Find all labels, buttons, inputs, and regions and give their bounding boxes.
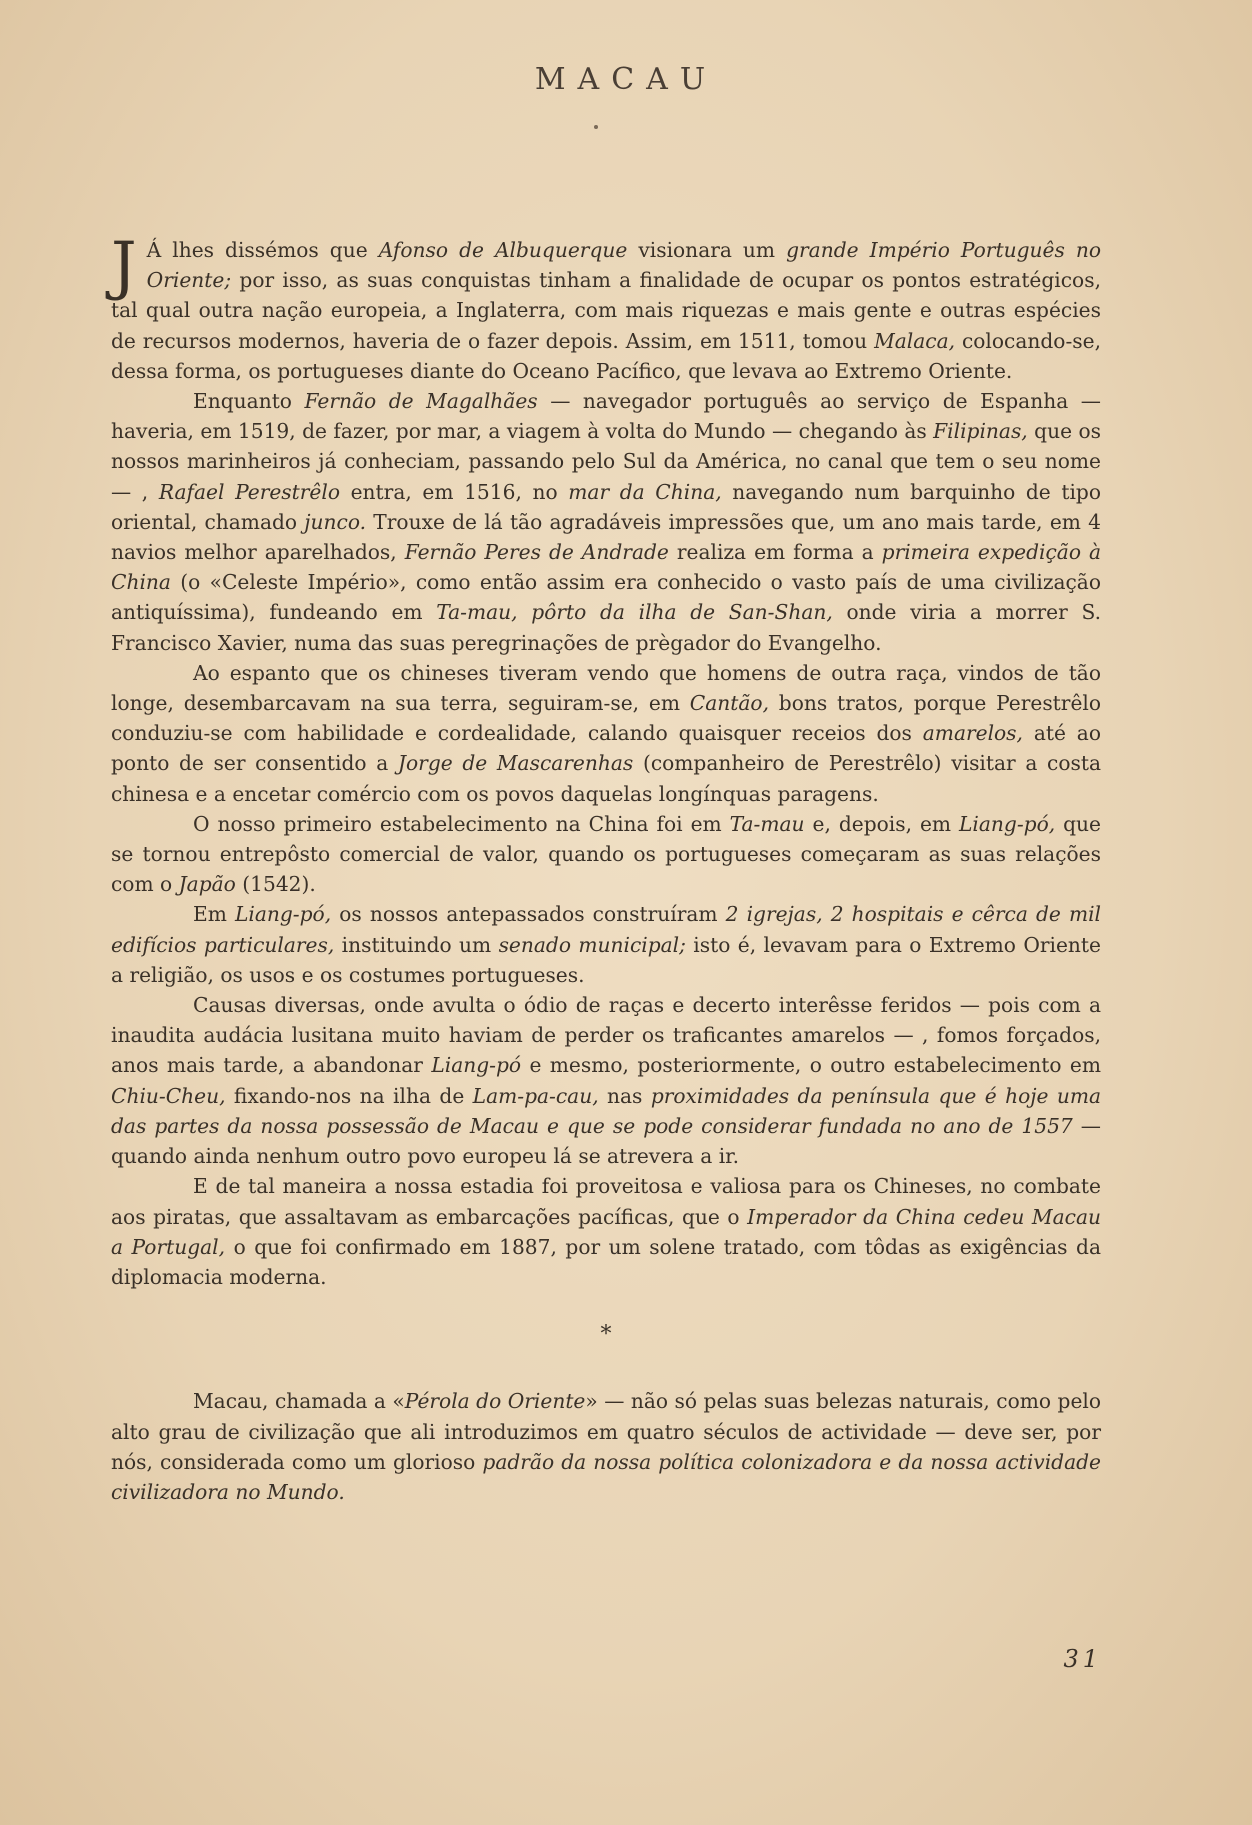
text-segment: colocando-se, dessa forma, os portugueses diante do Oceano Pacífico, que levava ao Extremo Oriente. xyxy=(111,328,1101,383)
text-segment: Macau, chamada a « xyxy=(193,1389,405,1414)
text-segment: Ao espanto que os chineses tiveram vendo que homens de outra raça, vindos de tão longe, desembarcavam na sua terra, seguiram-se, em xyxy=(111,660,1101,716)
text-segment: (o «Celeste Império», como então assim era conhecido o vasto país de uma civilização antiquíssima), fundeando em xyxy=(111,570,1101,625)
text-segment: o que foi confirmado em 1887, por um solene tratado, com tôdas as exigências da diplomacia moderna. xyxy=(111,1234,1101,1289)
text-segment: e mesmo, posteriormente, o outro estabelecimento em xyxy=(521,1053,1101,1078)
text-segment: bons tratos, porque Perestrêlo conduziu-se com habilidade e cordealidade, calando quaisquer receios dos xyxy=(111,691,1101,746)
text-segment: navegando num barquinho de tipo oriental, chamado xyxy=(111,479,1101,534)
paragraph xyxy=(111,1386,1101,1507)
text-segment: (1542). xyxy=(235,872,316,897)
paragraph xyxy=(111,1171,1101,1292)
text-segment: (companheiro de Perestrêlo) visitar a costa chinesa e a encetar comércio com os povos daquelas longínquas paragens. xyxy=(111,751,1101,806)
italic-text: Liang-pó, xyxy=(959,811,1056,836)
section-separator: * xyxy=(600,1322,612,1348)
italic-text: Jorge de Mascarenhas xyxy=(397,751,634,776)
closing-paragraph-container xyxy=(111,1386,1101,1507)
italic-text: Lam-pa-cau, xyxy=(472,1083,599,1108)
page-number: 31 xyxy=(1063,1645,1102,1673)
italic-text: Fernão de Magalhães xyxy=(304,389,538,414)
text-segment: O nosso primeiro estabelecimento na China foi em xyxy=(193,811,730,836)
italic-text: senado municipal; xyxy=(498,932,686,957)
text-segment: por isso, as suas conquistas tinham a finalidade de ocupar os pontos estratégicos, tal qual outra nação europeia, a Inglaterra, com mais riquezas e mais gente e outras espécies de recursos modernos, haveria de o fazer depois. Assim, em 1511, tomou xyxy=(111,268,1101,353)
text-segment: Causas diversas, onde avulta o ódio de raças e decerto interêsse feridos — pois com a inaudita audácia lusitana muito haviam de perder os traficantes amarelos — , fomos forçados, anos mais tarde, a abandonar xyxy=(111,993,1101,1078)
text-segment: e, depois, em xyxy=(804,811,960,836)
paragraphs xyxy=(111,229,1102,1292)
article-body xyxy=(111,229,1102,1507)
italic-text: padrão da nossa política colonizadora e da nossa actividade civilizadora no Mundo. xyxy=(111,1449,1101,1504)
italic-text: Cantão, xyxy=(689,691,769,716)
paragraph xyxy=(111,386,1101,658)
text-segment: — navegador português ao serviço de Espanha — haveria, em 1519, de fazer, por mar, a viagem à volta do Mundo — chegando às xyxy=(111,389,1101,444)
text-segment: nas xyxy=(598,1083,651,1108)
text-segment: que os nossos marinheiros já conheciam, passando pelo Sul da América, no canal que tem o seu nome — , xyxy=(111,419,1101,504)
italic-text: junco. xyxy=(304,509,367,534)
italic-text: grande Império Português no Oriente; xyxy=(146,238,1101,293)
text-segment: onde viria a morrer S. Francisco Xavier, numa das suas peregrinações de prègador do Evangelho. xyxy=(111,600,1101,655)
text-segment: Enquanto xyxy=(193,389,305,414)
page-title: MACAU xyxy=(534,62,718,97)
paragraph xyxy=(111,658,1101,809)
italic-text: Liang-pó xyxy=(431,1053,522,1078)
italic-text: 2 igrejas, 2 hospitais e cêrca de mil edifícios particulares, xyxy=(111,902,1102,957)
italic-text: Pérola do Oriente xyxy=(404,1389,586,1414)
text-segment: » — não só pelas suas belezas naturais, como pelo alto grau de civilização que ali introduzimos em quatro séculos de actividade — deve ser, por nós, considerada como um glorioso xyxy=(111,1389,1101,1474)
text-segment: Trouxe de lá tão agradáveis impressões que, um ano mais tarde, em 4 navios melhor aparelhados, xyxy=(111,509,1101,565)
italic-text: Rafael Perestrêlo xyxy=(158,479,340,504)
text-segment: que se tornou entrepôsto comercial de valor, quando os portugueses começaram as suas relações com o xyxy=(111,811,1101,897)
text-segment: instituindo um xyxy=(334,932,499,957)
text-segment: fixando-nos na ilha de xyxy=(225,1083,473,1108)
text-segment: Á lhes dissémos que xyxy=(146,238,379,262)
paragraph xyxy=(111,229,1101,386)
text-segment: entra, em 1516, no xyxy=(339,479,569,504)
ornament-dot xyxy=(594,125,598,129)
text-segment: visionara um xyxy=(627,238,787,262)
text-segment: E de tal maneira a nossa estadia foi proveitosa e valiosa para os Chineses, no combate aos piratas, que assaltavam as embarcações pacíficas, que o xyxy=(111,1174,1101,1229)
text-segment: — quando ainda nenhum outro povo europeu lá se atrevera a ir. xyxy=(111,1113,1101,1169)
italic-text: Ta-mau xyxy=(729,811,805,836)
text-segment: os nossos antepassados construíram xyxy=(331,902,726,927)
drop-cap: J xyxy=(111,229,137,303)
italic-text: Liang-pó, xyxy=(234,902,332,927)
text-segment: realiza em forma a xyxy=(668,540,882,565)
italic-text: proximidades da península que é hoje uma das partes da nossa possessão de Macau e que se pode considerar fundada no ano de 1557 xyxy=(111,1083,1102,1138)
italic-text: Chiu-Cheu, xyxy=(111,1083,226,1108)
text-segment: até ao ponto de ser consentido a xyxy=(111,721,1101,776)
italic-text: primeira expedição à China xyxy=(111,540,1101,595)
paragraph xyxy=(111,990,1101,1171)
text-segment: Em xyxy=(193,902,235,927)
italic-text: Japão xyxy=(178,872,236,897)
italic-text: mar da China, xyxy=(568,479,722,504)
italic-text: Imperador da China cedeu Macau a Portugal, xyxy=(111,1204,1101,1259)
italic-text: Ta-mau, pôrto da ilha de San-Shan, xyxy=(436,600,833,625)
text-segment: isto é, levavam para o Extremo Oriente a religião, os usos e os costumes portugueses. xyxy=(111,932,1101,987)
paragraph xyxy=(111,809,1101,900)
italic-text: Afonso de Albuquerque xyxy=(378,238,628,262)
italic-text: amarelos, xyxy=(922,721,1023,746)
italic-text: Fernão Peres de Andrade xyxy=(404,540,669,565)
italic-text: Filipinas, xyxy=(933,419,1028,444)
italic-text: Malaca, xyxy=(874,328,956,353)
paragraph xyxy=(111,899,1101,990)
